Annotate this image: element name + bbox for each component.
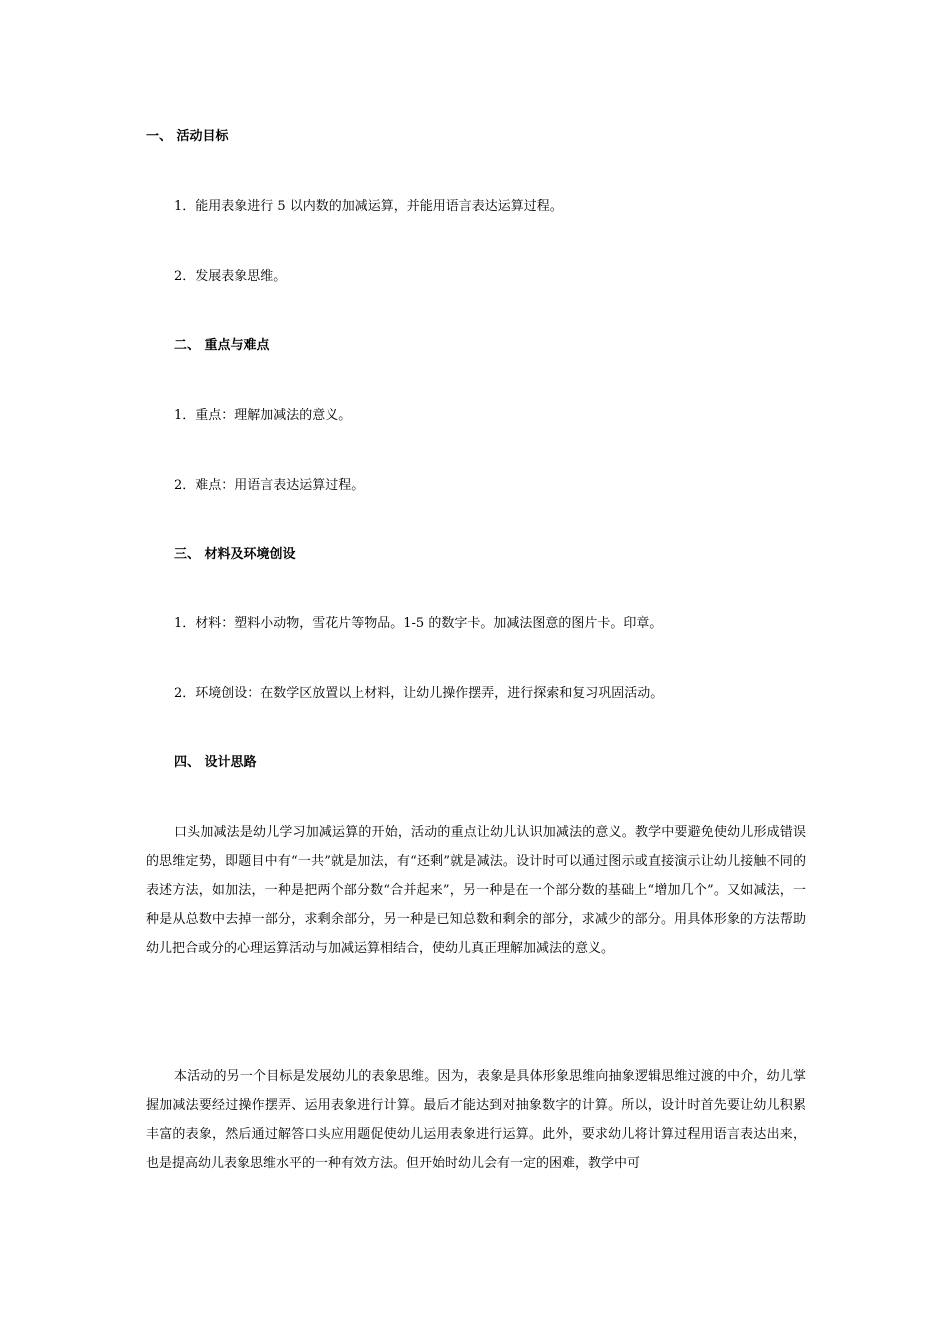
section-heading-design: 四、 设计思路 bbox=[174, 755, 257, 770]
materials-item-2: 2．环境创设：在数学区放置以上材料，让幼儿操作摆弄，进行探索和复习巩固活动。 bbox=[174, 686, 664, 701]
design-paragraph-1: 口头加减法是幼儿学习加减运算的开始，活动的重点让幼儿认识加减法的意义。教学中要避免使幼儿形成错误的思维定势，即题目中有“一共”就是加法，有“还剩”就是减法。设计时可以通过图示或直接演示让幼儿接触不同的表述方法，如加法，一种是把两个部分数“合并起来”，另一种是在一个部分数的基础上“增加几个”。又如减法，一种是从总数中去掉一部分，求剩余部分，另一种是已知总数和剩余的部分，求减少的部分。用具体形象的方法帮助幼儿把合或分的心理运算活动与加减运算相结合，使幼儿真正理解加减法的意义。 bbox=[146, 825, 806, 956]
goal-item-1: 1．能用表象进行 5 以内数的加减运算，并能用语言表达运算过程。 bbox=[174, 199, 563, 214]
goal-item-2: 2．发展表象思维。 bbox=[174, 269, 287, 284]
section-heading-goals: 一、 活动目标 bbox=[146, 129, 229, 144]
section-heading-materials: 三、 材料及环境创设 bbox=[174, 547, 296, 562]
focus-item-1: 1．重点：理解加减法的意义。 bbox=[174, 408, 352, 423]
focus-item-2: 2．难点：用语言表达运算过程。 bbox=[174, 478, 365, 493]
materials-item-1: 1．材料：塑料小动物，雪花片等物品。1-5 的数字卡。加减法图意的图片卡。印章。 bbox=[174, 616, 663, 631]
section-heading-focus: 二、 重点与难点 bbox=[174, 338, 270, 353]
design-paragraph-2: 本活动的另一个目标是发展幼儿的表象思维。因为，表象是具体形象思维向抽象逻辑思维过渡的中介，幼儿掌握加减法要经过操作摆弄、运用表象进行计算。最后才能达到对抽象数字的计算。所以，设计时首先要让幼儿积累丰富的表象，然后通过解答口头应用题促使幼儿运用表象进行运算。此外，要求幼儿将计算过程用语言表达出来，也是提高幼儿表象思维水平的一种有效方法。但开始时幼儿会有一定的困难，教学中可 bbox=[146, 1069, 806, 1171]
